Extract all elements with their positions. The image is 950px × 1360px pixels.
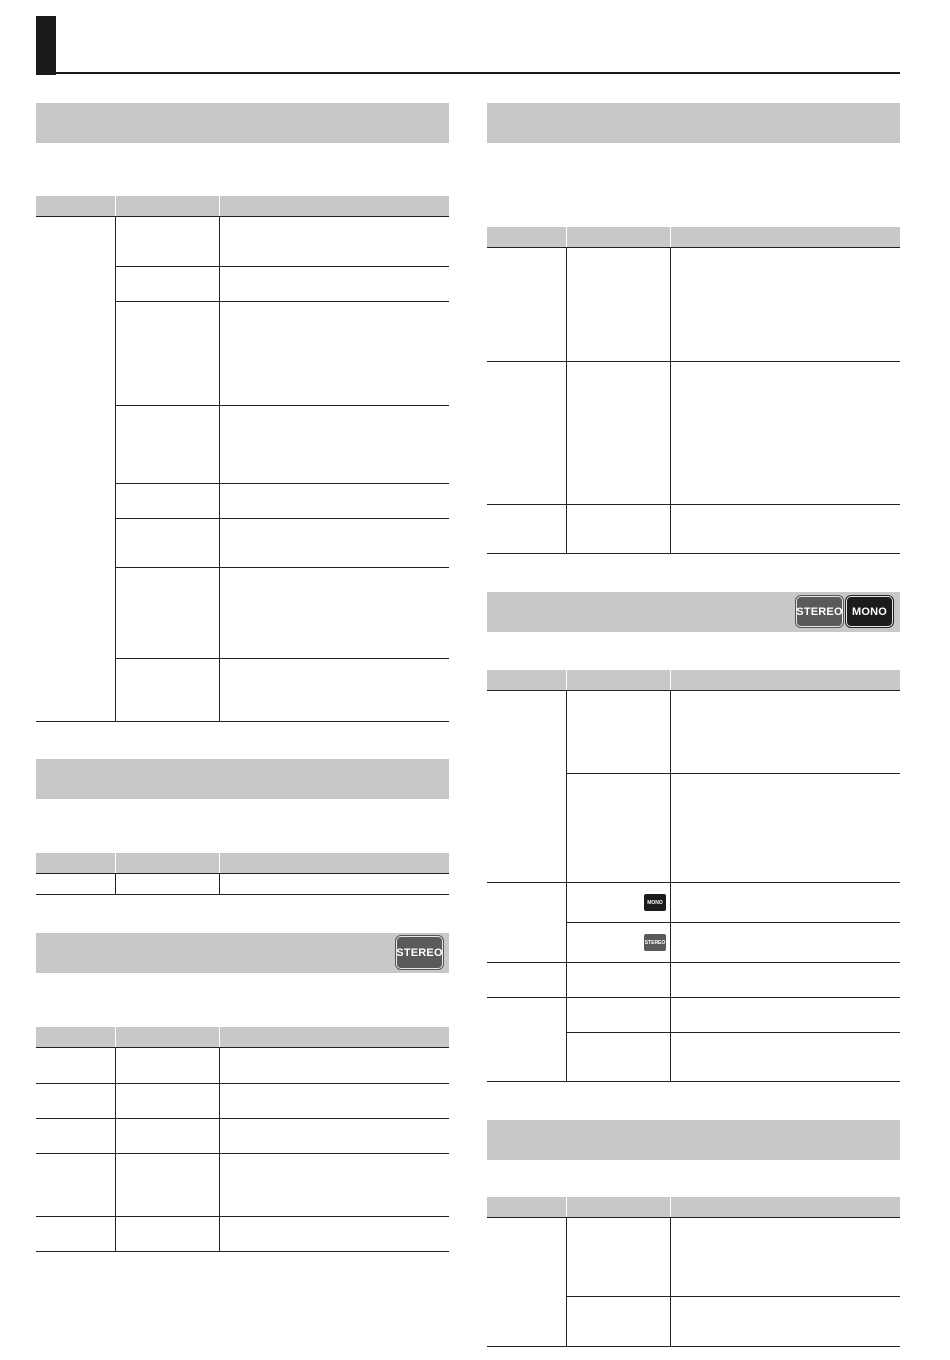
stereo-badge: STEREO (796, 596, 843, 627)
table-row (36, 1153, 449, 1154)
section-header-bar (487, 103, 900, 143)
section-header-bar (36, 933, 449, 973)
table-header (487, 227, 900, 247)
table-row (36, 1083, 449, 1084)
table-row (36, 1118, 449, 1119)
table-row (36, 1216, 449, 1217)
table-header (36, 1027, 449, 1047)
table-row (115, 658, 449, 659)
table-row (487, 997, 900, 998)
mono-badge: MONO (846, 596, 893, 627)
page-title-marker (36, 16, 56, 75)
parameter-table (36, 1027, 449, 1253)
table-row (115, 266, 449, 267)
table-row (115, 301, 449, 302)
parameter-table (487, 1197, 900, 1349)
stereo-badge: STEREO (396, 936, 443, 969)
table-row (566, 922, 900, 923)
table-row (115, 567, 449, 568)
parameter-table (36, 853, 449, 897)
parameter-table (487, 670, 900, 1083)
table-row (115, 518, 449, 519)
page-title-rule (36, 72, 900, 74)
table-row (487, 504, 900, 505)
table-row (487, 361, 900, 362)
parameter-table (487, 227, 900, 555)
table-row (487, 962, 900, 963)
table-header (487, 1197, 900, 1217)
table-row (115, 483, 449, 484)
section-header-bar (487, 1120, 900, 1160)
table-row (36, 894, 449, 895)
table-row (115, 405, 449, 406)
table-header (487, 670, 900, 690)
table-row (566, 1296, 900, 1297)
table-row (566, 1032, 900, 1033)
parameter-table (36, 196, 449, 722)
table-header (36, 196, 449, 216)
mono-mini-badge: MONO (644, 894, 666, 911)
table-row (487, 882, 900, 883)
section-header-bar (36, 759, 449, 799)
table-header (36, 853, 449, 873)
stereo-mini-badge: STEREO (644, 934, 666, 951)
section-header-bar (36, 103, 449, 143)
table-row (566, 773, 900, 774)
